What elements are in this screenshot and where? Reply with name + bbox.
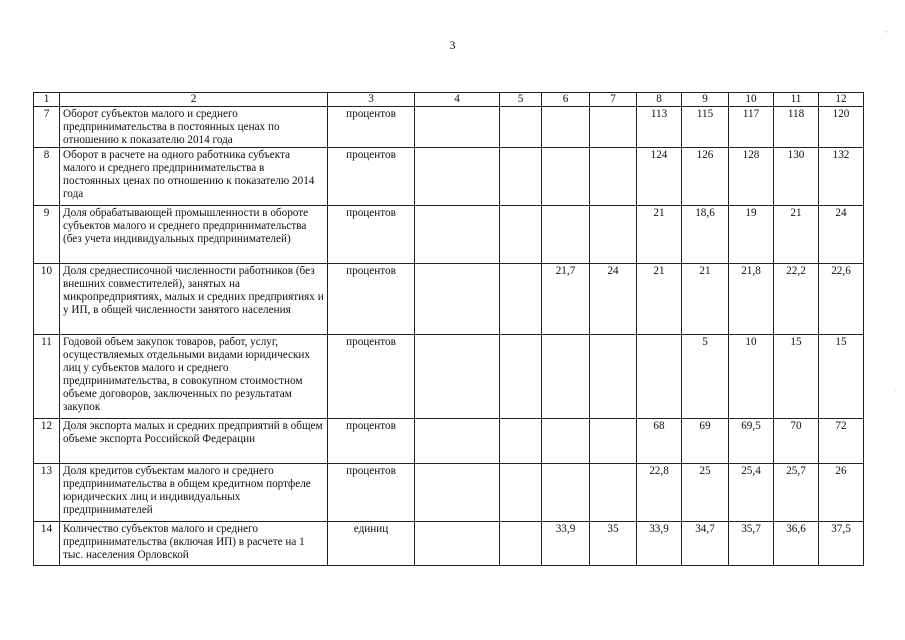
value-cell	[415, 148, 500, 206]
value-cell: 25	[682, 464, 729, 522]
row-number: 11	[34, 335, 60, 419]
page-number: 3	[449, 38, 456, 52]
value-cell	[542, 206, 590, 264]
indicator-name: Оборот в расчете на одного работника субъекта малого и среднего предпринимательства в постоянных ценах по отношению к показателю 2014 года	[60, 148, 328, 206]
value-cell	[415, 206, 500, 264]
column-number-1: 1	[34, 93, 60, 107]
column-number-3: 3	[328, 93, 415, 107]
value-cell	[590, 335, 637, 419]
value-cell: 15	[819, 335, 864, 419]
value-cell: 126	[682, 148, 729, 206]
value-cell: 24	[590, 264, 637, 335]
value-cell	[415, 264, 500, 335]
table-row	[34, 464, 864, 522]
value-cell	[542, 419, 590, 464]
value-cell: 26	[819, 464, 864, 522]
value-cell	[415, 335, 500, 419]
column-number-12: 12	[819, 93, 864, 107]
value-cell: 24	[819, 206, 864, 264]
value-cell: 132	[819, 148, 864, 206]
table-row	[34, 206, 864, 264]
row-number: 12	[34, 419, 60, 464]
value-cell	[500, 464, 542, 522]
value-cell: 25,7	[774, 464, 819, 522]
value-cell: 21,7	[542, 264, 590, 335]
value-cell: 37,5	[819, 522, 864, 566]
unit-cell: процентов	[328, 148, 415, 206]
value-cell	[637, 335, 682, 419]
value-cell: 35	[590, 522, 637, 566]
scan-speck: .	[894, 385, 896, 393]
value-cell: 35,7	[729, 522, 774, 566]
unit-cell: процентов	[328, 419, 415, 464]
indicator-name: Оборот субъектов малого и среднего предпринимательства в постоянных ценах по отношению к показателю 2014 года	[60, 107, 328, 148]
row-number: 10	[34, 264, 60, 335]
row-number: 13	[34, 464, 60, 522]
value-cell: 128	[729, 148, 774, 206]
value-cell	[500, 107, 542, 148]
value-cell: 22,6	[819, 264, 864, 335]
value-cell: 22,8	[637, 464, 682, 522]
table-row	[34, 148, 864, 206]
column-number-8: 8	[637, 93, 682, 107]
value-cell: 69	[682, 419, 729, 464]
value-cell	[590, 464, 637, 522]
value-cell	[500, 148, 542, 206]
indicator-name: Доля среднесписочной численности работников (без внешних совместителей), занятых на микропредприятиях, малых и средних предприятиях и у ИП, в общей численности занятого населения	[60, 264, 328, 335]
row-number: 8	[34, 148, 60, 206]
value-cell: 36,6	[774, 522, 819, 566]
value-cell	[500, 264, 542, 335]
row-number: 7	[34, 107, 60, 148]
table-row	[34, 335, 864, 419]
column-number-11: 11	[774, 93, 819, 107]
value-cell	[542, 335, 590, 419]
value-cell: 68	[637, 419, 682, 464]
indicators-table	[33, 92, 864, 566]
indicator-name: Количество субъектов малого и среднего предпринимательства (включая ИП) в расчете на 1 тыс. населения Орловской	[60, 522, 328, 566]
value-cell	[542, 464, 590, 522]
indicator-name: Годовой объем закупок товаров, работ, услуг, осуществляемых отдельными видами юридических лиц у субъектов малого и среднего предпринимательства, в совокупном стоимостном объеме договоров, заключенных по результатам закупок	[60, 335, 328, 419]
row-number: 14	[34, 522, 60, 566]
header-row	[34, 93, 864, 107]
table-row	[34, 522, 864, 566]
value-cell: 22,2	[774, 264, 819, 335]
row-number: 9	[34, 206, 60, 264]
value-cell: 21	[682, 264, 729, 335]
unit-cell: единиц	[328, 522, 415, 566]
value-cell: 113	[637, 107, 682, 148]
value-cell: 117	[729, 107, 774, 148]
value-cell: 118	[774, 107, 819, 148]
value-cell	[500, 335, 542, 419]
value-cell	[590, 419, 637, 464]
value-cell	[500, 206, 542, 264]
table-row	[34, 419, 864, 464]
unit-cell: процентов	[328, 464, 415, 522]
table-row	[34, 264, 864, 335]
value-cell	[415, 419, 500, 464]
value-cell: 33,9	[637, 522, 682, 566]
value-cell: 72	[819, 419, 864, 464]
value-cell: 124	[637, 148, 682, 206]
value-cell	[542, 107, 590, 148]
value-cell: 21	[637, 206, 682, 264]
value-cell	[500, 419, 542, 464]
value-cell	[590, 148, 637, 206]
value-cell: 33,9	[542, 522, 590, 566]
value-cell: 130	[774, 148, 819, 206]
value-cell: 69,5	[729, 419, 774, 464]
unit-cell: процентов	[328, 206, 415, 264]
value-cell	[542, 148, 590, 206]
column-number-4: 4	[415, 93, 500, 107]
unit-cell: процентов	[328, 335, 415, 419]
value-cell: 115	[682, 107, 729, 148]
column-number-10: 10	[729, 93, 774, 107]
value-cell	[500, 522, 542, 566]
value-cell	[590, 206, 637, 264]
value-cell: 15	[774, 335, 819, 419]
value-cell: 120	[819, 107, 864, 148]
value-cell: 10	[729, 335, 774, 419]
value-cell: 70	[774, 419, 819, 464]
value-cell	[415, 464, 500, 522]
value-cell: 19	[729, 206, 774, 264]
column-number-9: 9	[682, 93, 729, 107]
indicator-name: Доля экспорта малых и средних предприятий в общем объеме экспорта Российской Федерации	[60, 419, 328, 464]
column-number-7: 7	[590, 93, 637, 107]
value-cell: 25,4	[729, 464, 774, 522]
value-cell: 21,8	[729, 264, 774, 335]
column-number-5: 5	[500, 93, 542, 107]
value-cell	[590, 107, 637, 148]
value-cell	[415, 107, 500, 148]
value-cell: 21	[774, 206, 819, 264]
scan-speck: '	[886, 30, 888, 38]
indicator-name: Доля кредитов субъектам малого и среднего предпринимательства в общем кредитном портфеле юридических лиц и индивидуальных предпринимателей	[60, 464, 328, 522]
value-cell	[415, 522, 500, 566]
value-cell: 5	[682, 335, 729, 419]
value-cell: 21	[637, 264, 682, 335]
value-cell: 34,7	[682, 522, 729, 566]
column-number-2: 2	[60, 93, 328, 107]
value-cell: 18,6	[682, 206, 729, 264]
unit-cell: процентов	[328, 264, 415, 335]
table-row	[34, 107, 864, 148]
column-number-6: 6	[542, 93, 590, 107]
unit-cell: процентов	[328, 107, 415, 148]
indicator-name: Доля обрабатывающей промышленности в обороте субъектов малого и среднего предпринимательства (без учета индивидуальных предпринимателей)	[60, 206, 328, 264]
